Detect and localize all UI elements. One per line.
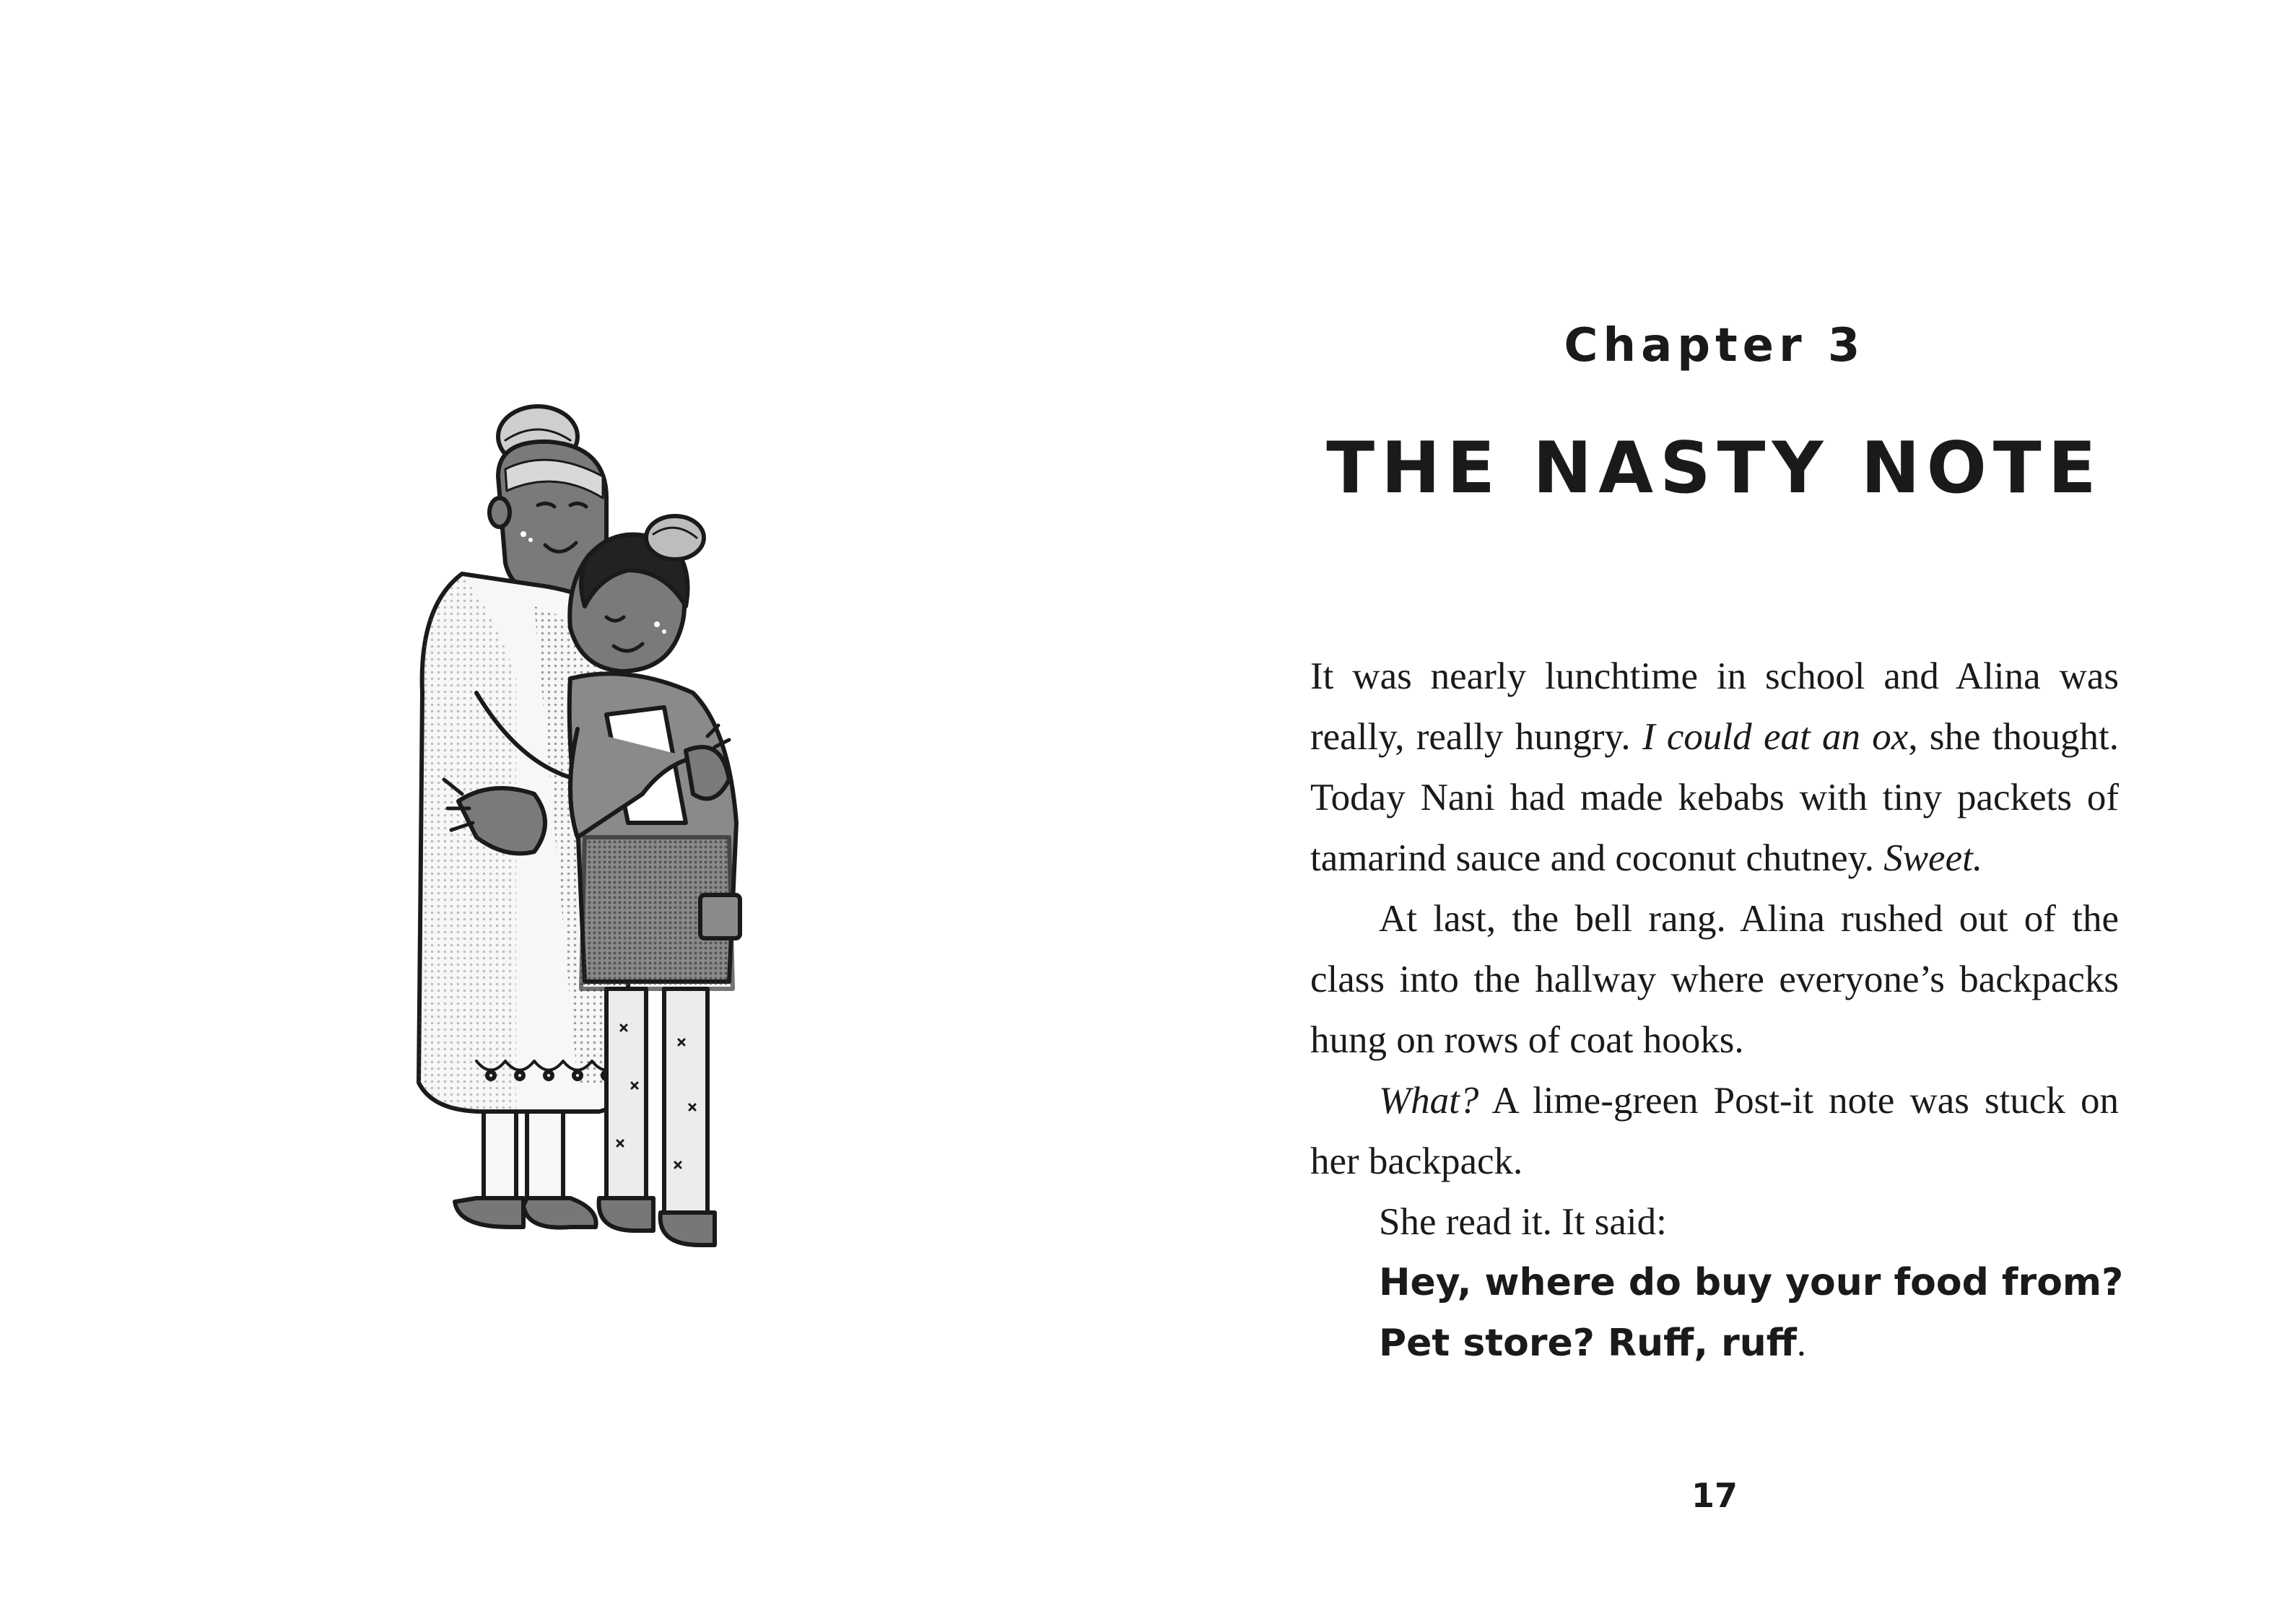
note-line-2-period: . — [1796, 1323, 1806, 1364]
paragraph-1-italic-thought: I could eat an ox — [1642, 716, 1909, 758]
text-page — [1310, 0, 2124, 1624]
paragraph-4: She read it. It said: — [1379, 1201, 1667, 1243]
grandmother-hugging-girl-illustration — [390, 390, 794, 1263]
chapter-label: Chapter 3 — [1564, 319, 1865, 372]
paragraph-3-italic-what: What? — [1379, 1080, 1479, 1122]
chapter-title: THE NASTY NOTE — [1326, 427, 2103, 510]
paragraph-1-text-b: , she thought. Today Nani had made kebabs with tiny packets of tamarind sauce and coconut chutney. — [1310, 716, 2120, 879]
post-it-note-text — [1310, 1252, 2124, 1374]
note-line-2-text: Pet store? Ruff, ruff — [1379, 1322, 1797, 1365]
paragraph-2: At last, the bell rang. Alina rushed out of the class into the hallway where everyone’s backpacks hung on rows of coat hooks. — [1310, 898, 2119, 1061]
note-line-1: Hey, where do buy your food from? — [1379, 1261, 2124, 1304]
paragraph-1-italic-sweet: Sweet. — [1883, 837, 1983, 879]
page-number: 17 — [1691, 1476, 1738, 1515]
paragraph-3-text: A lime-green Post-it note was stuck on her backpack. — [1310, 1080, 2119, 1182]
paragraph-3 — [1310, 1070, 2119, 1192]
paragraph-1-text-a: It was nearly lunchtime in school and Alina was really, really hungry. — [1310, 655, 2119, 758]
note-line-2 — [1379, 1313, 2119, 1374]
paragraph-1 — [1310, 646, 2119, 889]
chapter-body — [1310, 646, 2124, 1374]
